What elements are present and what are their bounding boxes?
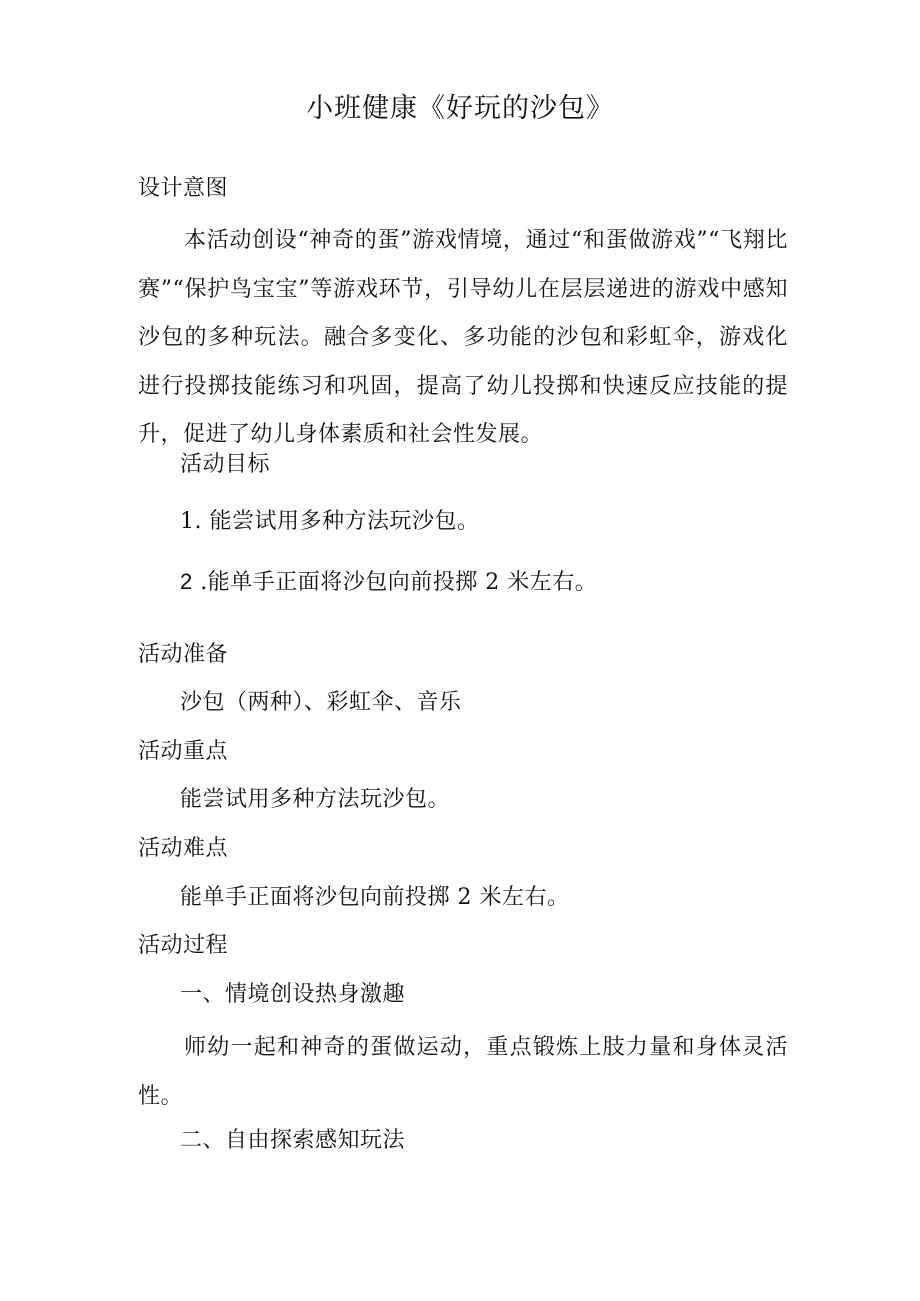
document-title: 小班健康《好玩的沙包》 <box>306 93 614 124</box>
design-intent-paragraph: 本活动创设“神奇的蛋”游戏情境，通过“和蛋做游戏”“飞翔比赛”“保护鸟宝宝”等游戏环节，引导幼儿在层层递进的游戏中感知沙包的多种玩法。融合多变化、多功能的沙包和彩虹伞，游戏化进行投掷技能练习和巩固，提高了幼儿投掷和快速反应技能的提升，促进了幼儿身体素质和社会性发展。 <box>138 228 788 447</box>
preparation-text: 沙包（两种）、彩虹伞、音乐 <box>180 690 462 715</box>
goal-item-2-number: 2 <box>180 569 193 594</box>
process-heading: 活动过程 <box>138 933 229 958</box>
goals-heading: 活动目标 <box>180 452 271 477</box>
process-step-2-heading: 二、自由探索感知玩法 <box>180 1128 406 1153</box>
key-point-heading: 活动重点 <box>138 739 229 764</box>
goal-item-1: 1. 能尝试用多种方法玩沙包。 <box>180 509 480 534</box>
goal-item-2 <box>180 567 597 598</box>
difficulty-heading: 活动难点 <box>138 836 229 861</box>
key-point-text: 能尝试用多种方法玩沙包。 <box>180 787 451 812</box>
goal-item-2-text: .能单手正面将沙包向前投掷 2 米左右。 <box>200 570 598 595</box>
preparation-heading: 活动准备 <box>138 642 229 667</box>
design-intent-heading: 设计意图 <box>138 176 229 201</box>
process-step-1-heading: 一、情境创设热身激趣 <box>180 982 406 1007</box>
process-step-1-text: 师幼一起和神奇的蛋做运动，重点锻炼上肢力量和身体灵活性。 <box>138 1035 788 1109</box>
difficulty-text: 能单手正面将沙包向前投掷 2 米左右。 <box>180 885 570 910</box>
